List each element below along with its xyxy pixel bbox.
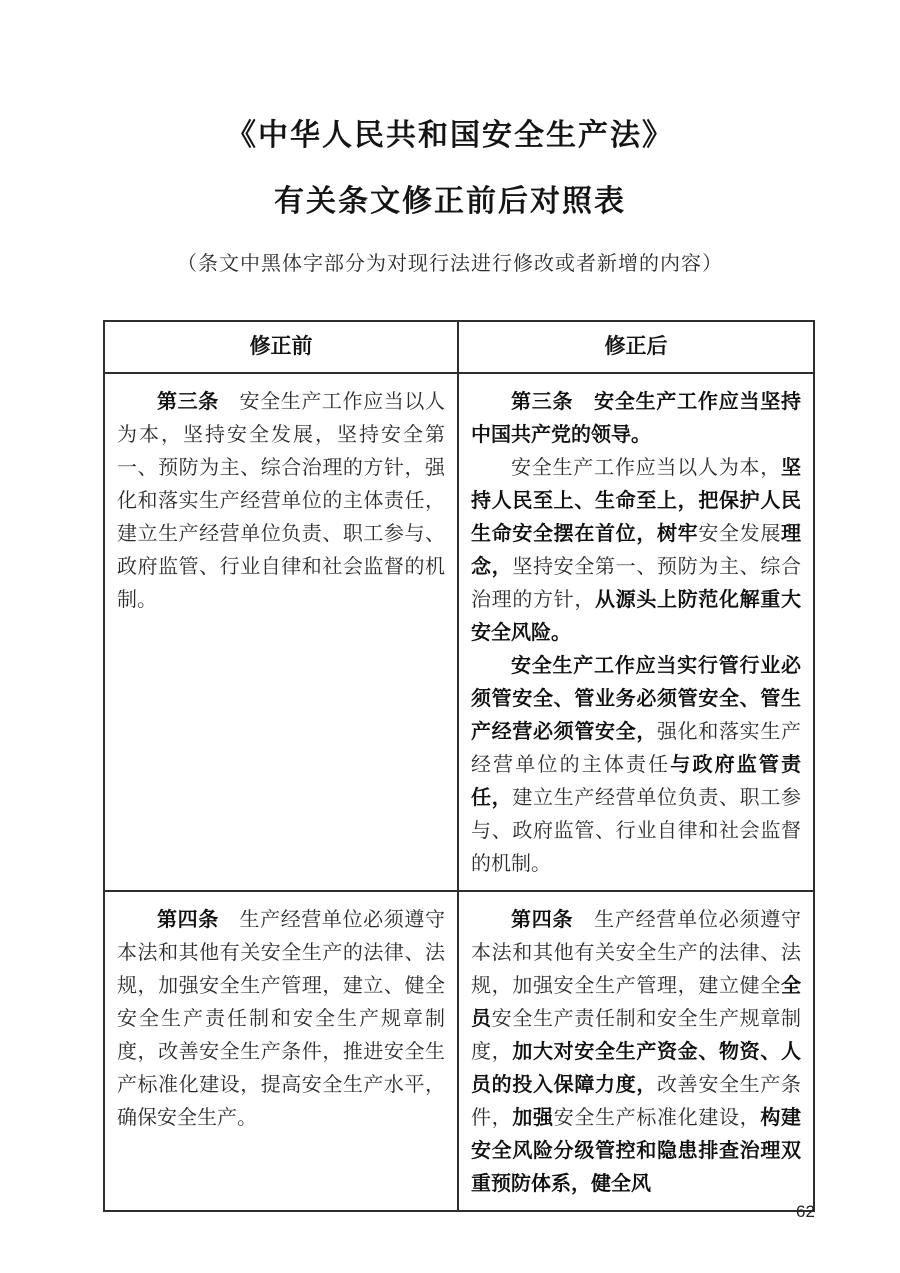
table-cell-after <box>459 892 813 1210</box>
amended-text: 全员 <box>471 975 801 1030</box>
document-title-line1: 《中华人民共和国安全生产法》 <box>226 119 674 152</box>
paragraph: 安全生产工作应当实行管行业必须管安全、管业务必须管安全、管生产经营必须管安全，强化和落实生产经营单位的主体责任与政府监管责任，建立生产经营单位负责、职工参与、政府监管、行业自律和社会监督的机制。 <box>471 655 802 875</box>
amended-text: 第四条 <box>157 909 219 931</box>
paragraph: 第四条 生产经营单位必须遵守本法和其他有关安全生产的法律、法规，加强安全生产管理，建立、健全安全生产责任制和安全生产规章制度，改善安全生产条件，推进安全生产标准化建设，提高安全生产水平，确保安全生产。 <box>117 909 446 1129</box>
amended-text: 第三条 <box>157 391 219 413</box>
table-row <box>105 890 813 1210</box>
amended-text: 第四条 <box>511 909 574 931</box>
table-header-row <box>105 322 813 374</box>
amended-text: 安全生产工作应当实行管行业必须管安全、管业务必须管安全、管生产经营必须管安全， <box>471 655 801 743</box>
amended-text: 加大对安全生产资金、物资、人员的投入保障力度， <box>471 1041 802 1096</box>
amended-text: 坚持人民至上、生命至上，把保护人民生命安全摆在首位，树牢 <box>471 457 801 545</box>
comparison-table <box>103 320 815 1212</box>
column-header-after: 修正后 <box>604 335 668 358</box>
paragraph: 第三条 安全生产工作应当以人为本，坚持安全发展，坚持安全第一、预防为主、综合治理的方针，强化和落实生产经营单位的主体责任，建立生产经营单位负责、职工参与、政府监管、行业自律和社会监督的机制。 <box>117 391 446 611</box>
table-cell-after <box>459 374 813 890</box>
amended-text: 加强 <box>512 1107 554 1129</box>
table-row <box>105 374 813 890</box>
paragraph <box>471 386 801 452</box>
amended-text: 构建安全风险分级管控和隐患排查治理双重预防体系，健全风 <box>471 1107 802 1195</box>
table-cell-before <box>105 374 459 890</box>
column-header-before: 修正前 <box>105 322 459 372</box>
amended-text: 与政府监管责任， <box>471 754 802 809</box>
table-body <box>105 374 813 1210</box>
amended-text: 第三条 安全生产工作应当坚持中国共产党的领导。 <box>471 391 801 446</box>
amended-text: 理念， <box>471 523 802 578</box>
document-title-line2: 有关条文修正前后对照表 <box>274 185 626 218</box>
table-cell-before <box>105 892 459 1210</box>
page-number: 62 <box>796 1202 815 1221</box>
amended-text: 从源头上防范化解重大安全风险。 <box>471 589 801 644</box>
paragraph: 第四条 生产经营单位必须遵守本法和其他有关安全生产的法律、法规，加强安全生产管理，建立健全全员安全生产责任制和安全生产规章制度，加大对安全生产资金、物资、人员的投入保障力度，改善安全生产条件，加强安全生产标准化建设，构建安全风险分级管控和隐患排查治理双重预防体系，健全风 <box>471 909 802 1195</box>
document-note: （条文中黑体字部分为对现行法进行修改或者新增的内容） <box>177 253 723 275</box>
paragraph: 安全生产工作应当以人为本，坚持人民至上、生命至上，把保护人民生命安全摆在首位，树牢安全发展理念，坚持安全第一、预防为主、综合治理的方针，从源头上防范化解重大安全风险。 <box>471 457 802 644</box>
